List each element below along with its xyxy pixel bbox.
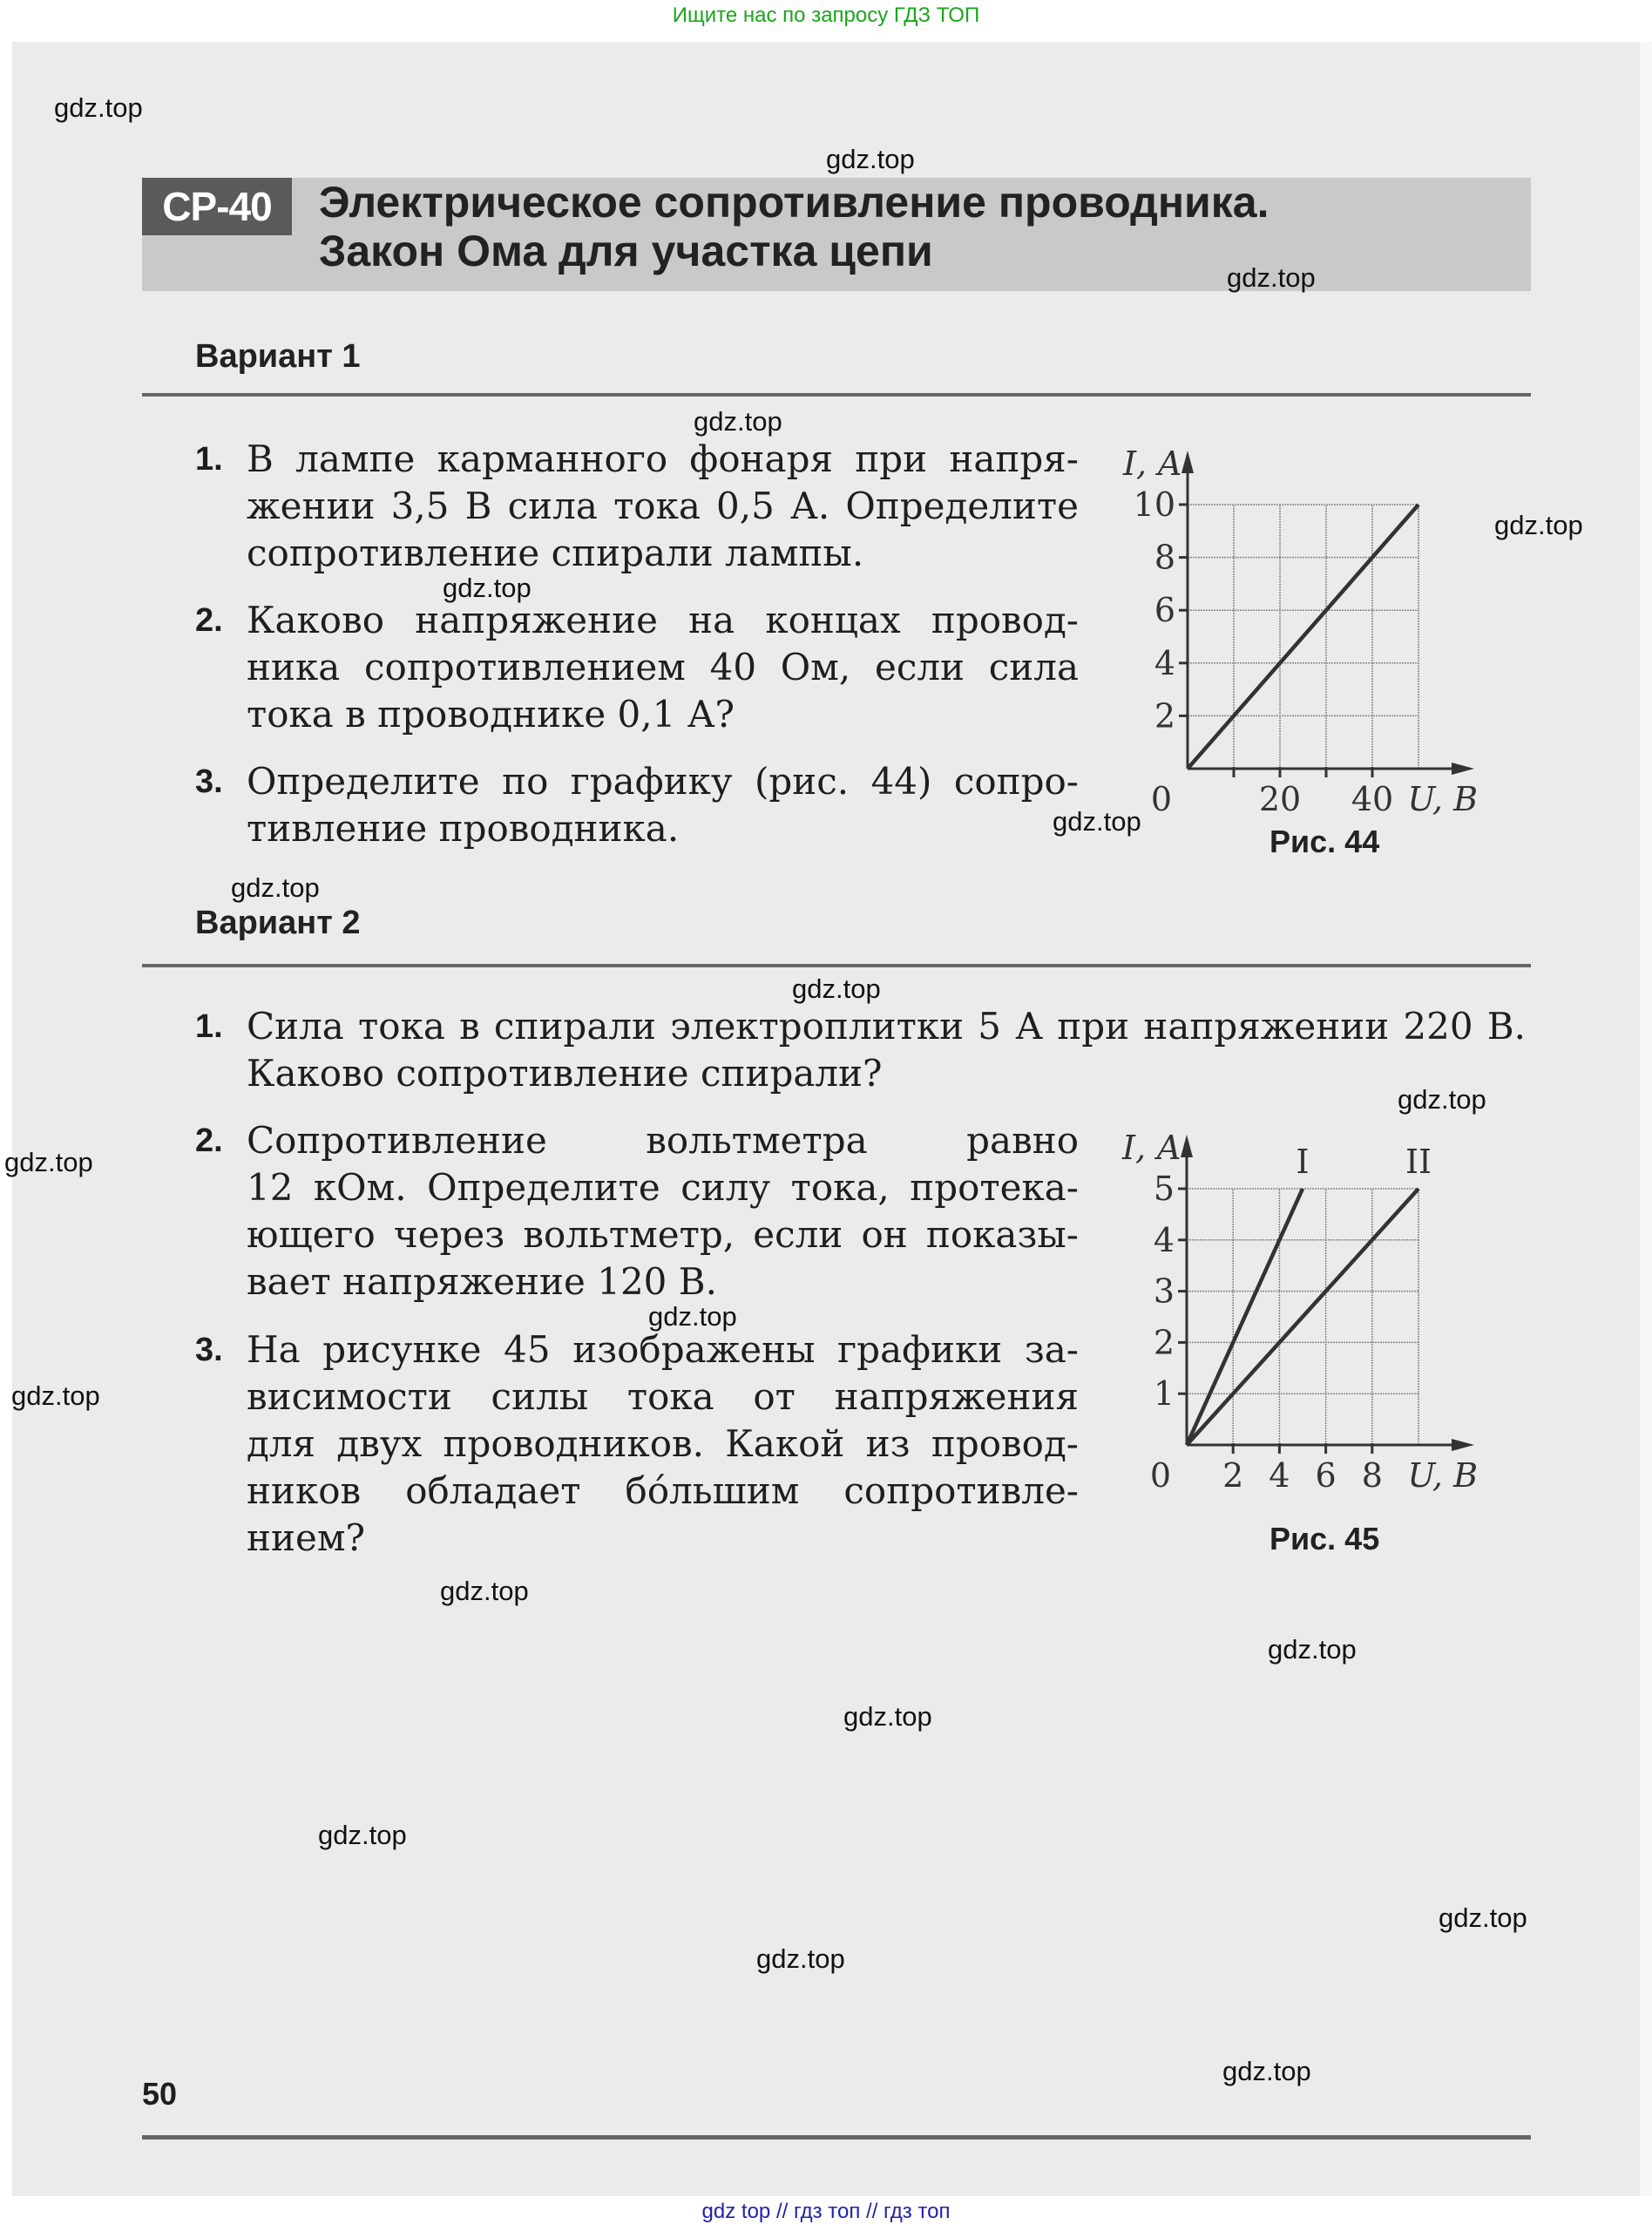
page-title	[319, 178, 1269, 275]
question-text-line: 12 кОм. Определите силу тока, протека-	[247, 1166, 1079, 1209]
y-axis-arrow-icon	[1181, 1135, 1193, 1157]
y-axis-label: I, А	[1122, 1129, 1181, 1167]
series-line	[1187, 1189, 1303, 1445]
variant-1-heading: Вариант 1	[195, 338, 361, 375]
question-text-line: жении 3,5 В сила тока 0,5 А. Определите	[247, 485, 1079, 527]
divider	[142, 393, 1531, 397]
figure-45-caption: Рис. 45	[1269, 1521, 1380, 1556]
watermark: gdz.top	[318, 1820, 407, 1850]
question-text-line: Каково сопротивление спирали?	[247, 1052, 883, 1095]
y-axis-arrow-icon	[1181, 451, 1194, 473]
question-text-line: В лампе карманного фонаря при напря-	[247, 437, 1079, 480]
question-number: 3.	[195, 1332, 223, 1368]
watermark: gdz.top	[843, 1701, 932, 1732]
series-line	[1187, 1189, 1418, 1445]
question-number: 3.	[195, 763, 223, 800]
question-text-line: сопротивление спирали лампы.	[247, 532, 864, 574]
question-text-line: Сила тока в спирали электроплитки 5 А при напряжении 220 В.	[247, 1005, 1526, 1048]
question-number: 1.	[195, 1008, 223, 1045]
watermark: gdz.top	[756, 1943, 845, 1974]
x-tick-label: 8	[1361, 1456, 1383, 1495]
question-text-line: Каково напряжение на концах провод-	[247, 599, 1079, 641]
x-tick-label: 40	[1351, 780, 1394, 818]
top-banner[interactable]: Ищите нас по запросу ГДЗ ТОП	[672, 3, 980, 27]
question-text-line: висимости силы тока от напряжения	[247, 1375, 1079, 1418]
origin-label: 0	[1149, 1456, 1172, 1495]
watermark: gdz.top	[792, 973, 881, 1004]
series-label: I	[1296, 1143, 1310, 1181]
watermark: gdz.top	[648, 1301, 737, 1332]
x-tick-label: 4	[1269, 1456, 1290, 1495]
watermark: gdz.top	[826, 144, 915, 174]
figure-45-chart	[1115, 1111, 1603, 1503]
question-text-line: ников обладает бо́льшим сопротивле-	[247, 1469, 1079, 1512]
watermark: gdz.top	[231, 872, 320, 903]
x-axis-arrow-icon	[1452, 1439, 1474, 1451]
y-tick-label: 4	[1154, 643, 1175, 682]
question-number: 2.	[195, 1122, 223, 1159]
watermark: gdz.top	[4, 1147, 93, 1177]
y-tick-label: 4	[1153, 1220, 1175, 1259]
y-tick-label: 10	[1133, 485, 1175, 524]
question-text-line: На рисунке 45 изображены графики за-	[247, 1328, 1079, 1371]
question-text-line: Сопротивление вольтметра равно	[247, 1119, 1079, 1162]
watermark: gdz.top	[694, 406, 782, 437]
watermark: gdz.top	[1227, 262, 1316, 293]
question-number: 1.	[195, 441, 223, 478]
watermark: gdz.top	[54, 92, 143, 123]
watermark: gdz.top	[1053, 806, 1141, 837]
question-text-line: ющего через вольтметр, если он показы-	[247, 1213, 1079, 1256]
y-tick-label: 2	[1153, 1323, 1175, 1362]
watermark: gdz.top	[440, 1576, 529, 1606]
page-number: 50	[142, 2076, 178, 2112]
watermark: gdz.top	[1268, 1634, 1357, 1665]
series-label: II	[1405, 1143, 1432, 1181]
figure-44-chart	[1115, 427, 1603, 828]
question-number: 2.	[195, 602, 223, 639]
question-text-line: ника сопротивлением 40 Ом, если сила	[247, 646, 1079, 688]
question-text-line: вает напряжение 120 В.	[247, 1260, 717, 1303]
work-code-badge: СР-40	[142, 178, 292, 235]
bottom-banner[interactable]: gdz top // гдз топ // гдз топ	[701, 2200, 951, 2223]
question-text-line: тока в проводнике 0,1 А?	[247, 693, 735, 736]
watermark: gdz.top	[1398, 1084, 1486, 1115]
y-tick-label: 3	[1153, 1272, 1175, 1311]
question-text-line: Определите по графику (рис. 44) сопро-	[247, 760, 1079, 803]
variant-2-heading: Вариант 2	[195, 905, 361, 941]
watermark: gdz.top	[1494, 510, 1583, 540]
y-tick-label: 5	[1153, 1170, 1175, 1208]
divider	[142, 964, 1531, 967]
x-tick-label: 2	[1222, 1456, 1244, 1495]
x-tick-label: 6	[1315, 1456, 1337, 1495]
watermark: gdz.top	[11, 1380, 100, 1411]
watermark: gdz.top	[443, 573, 531, 603]
y-tick-label: 6	[1154, 591, 1175, 630]
y-tick-label: 1	[1153, 1374, 1175, 1414]
watermark: gdz.top	[1222, 2056, 1311, 2086]
question-text-line: тивление проводника.	[247, 807, 680, 850]
watermark: gdz.top	[1439, 1902, 1527, 1933]
x-tick-label: 20	[1258, 780, 1302, 818]
figure-44-caption: Рис. 44	[1269, 824, 1380, 859]
question-text-line: нием?	[247, 1516, 366, 1559]
bottom-rule	[142, 2135, 1531, 2140]
x-axis-label: U, В	[1407, 780, 1478, 818]
series-line	[1188, 505, 1418, 769]
y-axis-label: I, А	[1123, 444, 1182, 483]
title-line-1: Электрическое сопротивление проводника.	[319, 178, 1269, 227]
origin-label: 0	[1150, 780, 1173, 818]
title-line-2: Закон Ома для участка цепи	[319, 227, 933, 275]
question-text-line: для двух проводников. Какой из провод-	[247, 1422, 1079, 1465]
x-axis-label: U, В	[1407, 1456, 1478, 1495]
y-tick-label: 2	[1154, 696, 1175, 736]
page-edge	[1640, 42, 1652, 2196]
x-axis-arrow-icon	[1452, 763, 1474, 775]
y-tick-label: 8	[1154, 538, 1175, 577]
